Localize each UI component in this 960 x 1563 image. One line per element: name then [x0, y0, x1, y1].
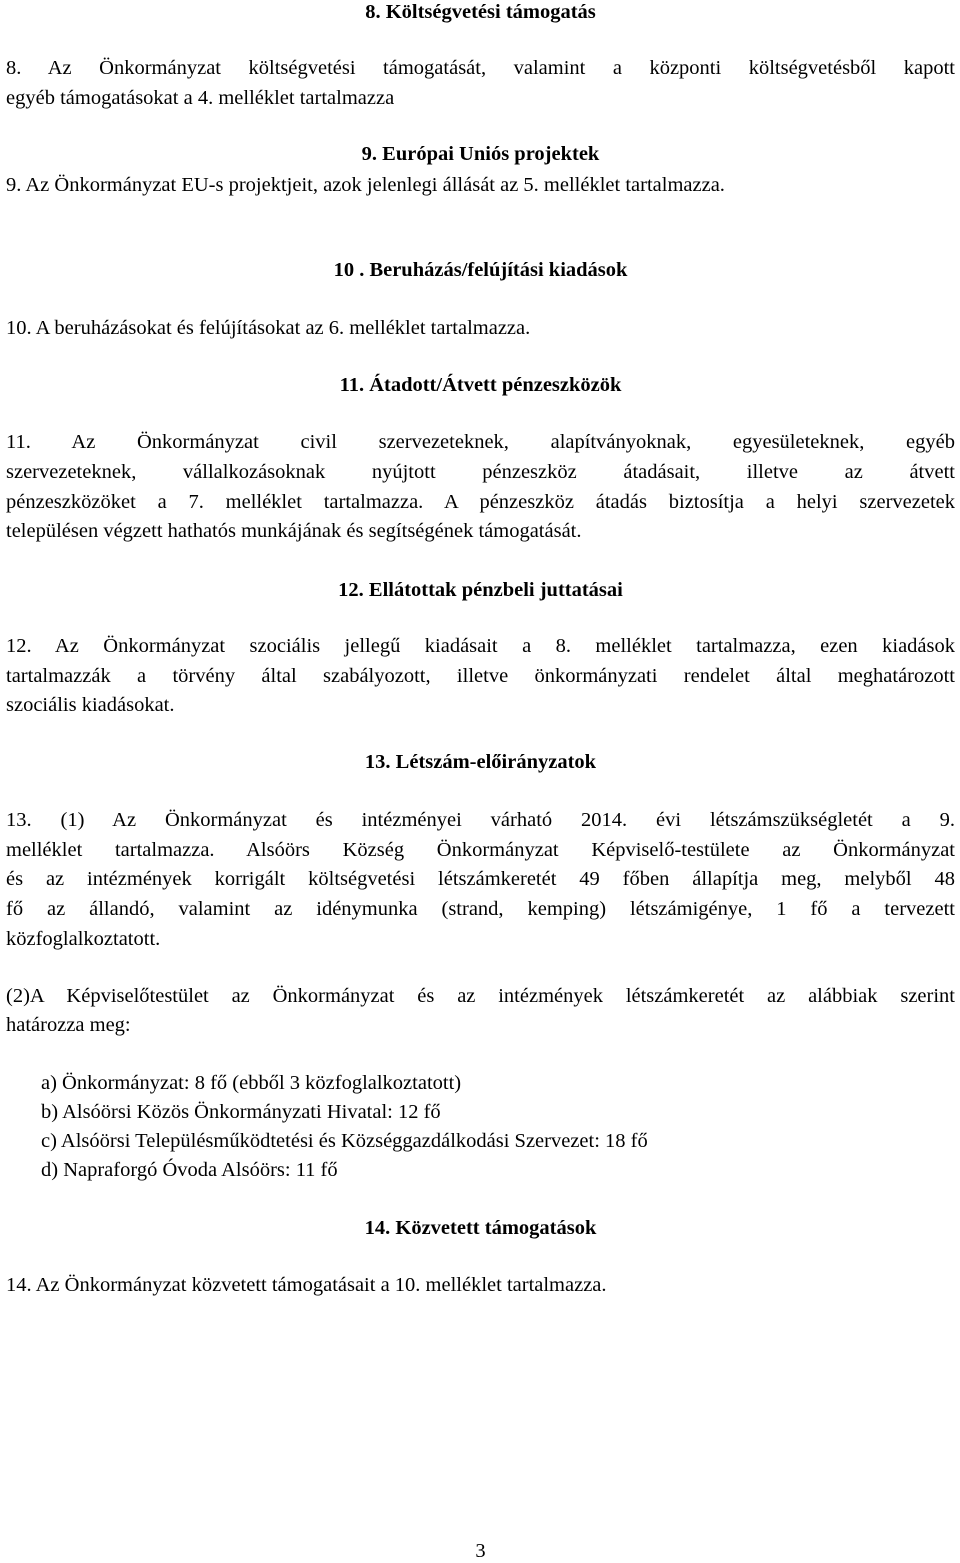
- section-13-line-1: 13. (1) Az Önkormányzat és intézményei várható 2014. évi létszámszükségletét a 9.: [6, 809, 955, 831]
- list-item-d: d) Napraforgó Óvoda Alsóörs: 11 fő: [41, 1159, 338, 1181]
- list-item-c: c) Alsóörsi Településműködtetési és Községgazdálkodási Szervezet: 18 fő: [41, 1130, 648, 1152]
- list-item-a: a) Önkormányzat: 8 fő (ebből 3 közfoglalkoztatott): [41, 1072, 462, 1094]
- section-8-heading: 8. Költségvetési támogatás: [365, 1, 596, 23]
- section-11-line-3: pénzeszközöket a 7. melléklet tartalmazza. A pénzeszköz átadás biztosítja a helyi szervezetek: [6, 491, 955, 513]
- list-item-b: b) Alsóörsi Közös Önkormányzati Hivatal: 12 fő: [41, 1101, 441, 1123]
- section-13-heading: 13. Létszám-előirányzatok: [364, 751, 597, 773]
- section-12-line-3: szociális kiadásokat.: [6, 694, 175, 716]
- section-12-heading: 12. Ellátottak pénzbeli juttatásai: [338, 579, 623, 601]
- document-page: [6, 0, 955, 1561]
- section-12-line-1: 12. Az Önkormányzat szociális jellegű kiadásait a 8. melléklet tartalmazza, ezen kiadások: [6, 635, 955, 657]
- section-13-paragraph2-line-1: (2)A Képviselőtestület az Önkormányzat és az intézmények létszámkeretét az alábbiak szerint: [6, 985, 955, 1007]
- section-11-line-2: szervezeteknek, vállalkozásoknak nyújtott pénzeszköz átadásait, illetve az átvett: [6, 461, 955, 483]
- section-8-line-2: egyéb támogatásokat a 4. melléklet tartalmazza: [6, 87, 395, 109]
- section-14-line-1: 14. Az Önkormányzat közvetett támogatásait a 10. melléklet tartalmazza.: [6, 1274, 607, 1296]
- section-13-line-3: és az intézmények korrigált költségvetési létszámkeretét 49 főben állapítja meg, melyből 48: [6, 868, 955, 890]
- section-9-heading: 9. Európai Uniós projektek: [361, 143, 600, 165]
- section-11-line-1: 11. Az Önkormányzat civil szervezeteknek, alapítványoknak, egyesületeknek, egyéb: [6, 431, 955, 453]
- section-10-heading: 10 . Beruházás/felújítási kiadások: [333, 259, 628, 281]
- section-13-line-2: melléklet tartalmazza. Alsóörs Község Önkormányzat Képviselő-testülete az Önkormányzat: [6, 839, 955, 861]
- section-10-line-1: 10. A beruházásokat és felújításokat az 6. melléklet tartalmazza.: [6, 317, 531, 339]
- section-13-line-4: fő az állandó, valamint az idénymunka (strand, kemping) létszámigénye, 1 fő a tervezett: [6, 898, 955, 920]
- section-12-line-2: tartalmazzák a törvény által szabályozott, illetve önkormányzati rendelet által meghatározott: [6, 665, 955, 687]
- section-9-line-1: 9. Az Önkormányzat EU-s projektjeit, azok jelenlegi állását az 5. melléklet tartalmazza.: [6, 174, 725, 196]
- section-8-line-1: 8. Az Önkormányzat költségvetési támogatását, valamint a központi költségvetésből kapott: [6, 57, 955, 79]
- section-13-line-5: közfoglalkoztatott.: [6, 928, 161, 950]
- section-14-heading: 14. Közvetett támogatások: [364, 1217, 597, 1239]
- page-number: 3: [475, 1540, 486, 1562]
- section-11-heading: 11. Átadott/Átvett pénzeszközök: [339, 374, 622, 396]
- section-13-paragraph2-line-2: határozza meg:: [6, 1014, 131, 1036]
- section-11-line-4: településen végzett hathatós munkájának és segítségének támogatását.: [6, 520, 582, 542]
